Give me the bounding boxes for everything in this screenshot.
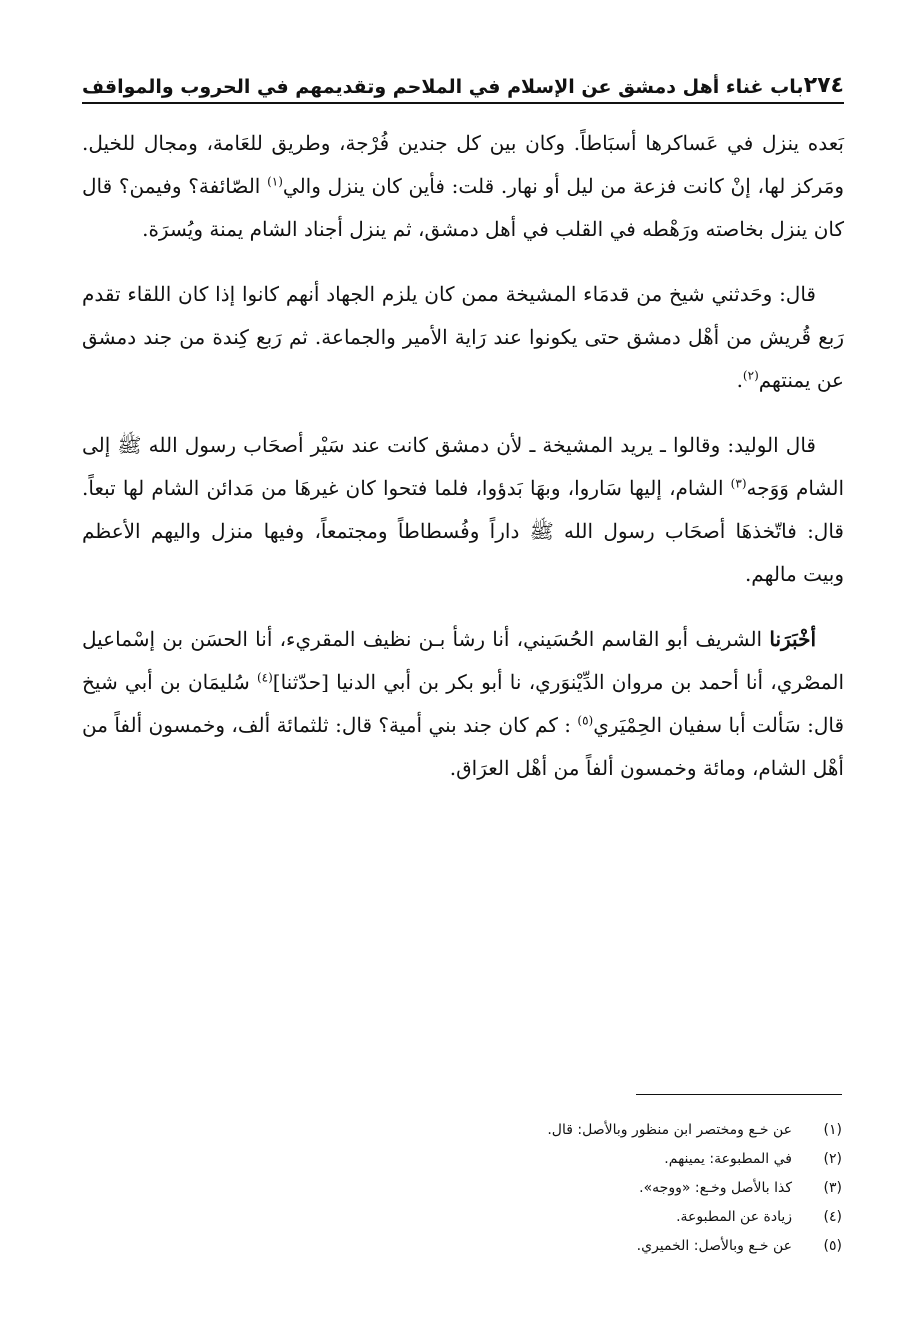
paragraph-3-tail: الشام، إليها سَاروا، وبهَا بَدؤوا، فلما فتحوا كان غيرهَا من مَدائن الشام لها تبعاً. قال: فاتّخذهَا أصحَاب رسول الله ﷺ داراً وفُسطاطاً ومجتمعاً، وفيها منزل واليهم الأعظم وبيت مالهم. [82, 476, 844, 586]
page-number: ٢٧٤ [803, 73, 844, 98]
paragraph-4 [82, 618, 844, 790]
paragraph-1-text: بَعده ينزل في عَساكرها أسبَاطاً. وكان بين كل جندين فُرْجة، وطريق للعَامة، ومجال للخيل. ومَركز لها، إنْ كانت فزعة من ليل أو نهار. قلت: فأين كان ينزل والي [82, 131, 845, 198]
running-head [82, 64, 844, 104]
footnote-2 [80, 1145, 842, 1174]
footnote-ref-4: (٤) [256, 670, 273, 685]
paragraph-1-tail: الصّائفة؟ وفيمن؟ قال كان ينزل بخاصته ورَهْطه في القلب في أهل دمشق، ثم ينزل أجناد الشام يمنة ويُسرَة. [82, 174, 844, 241]
footnote-text: عن خـع وبالأصل: الخميري. [636, 1238, 792, 1254]
paragraph-3-text: قال الوليد: وقالوا ـ يريد المشيخة ـ لأن دمشق كانت عند سَيْر أصحَاب رسول الله ﷺ إلى الشام وَوَجه [82, 433, 845, 500]
footnote-4 [80, 1203, 842, 1232]
chapter-title: باب غناء أهل دمشق عن الإسلام في الملاحم وتقديمهم في الحروب والمواقف [82, 76, 804, 98]
footnote-1 [80, 1116, 842, 1145]
paragraph-4-tail: : كم كان جند بني أمية؟ قال: ثلثمائة ألف، وخمسون ألفاً من أهْل الشام، ومائة وخمسون ألفاً من أهْل العرَاق. [82, 713, 844, 780]
footnote-ref-1: (١) [267, 174, 283, 189]
footnote-text: كذا بالأصل وخـع: «ووجه». [639, 1180, 792, 1196]
footnote-3 [80, 1174, 842, 1203]
footnote-text: زيادة عن المطبوعة. [676, 1209, 792, 1225]
footnote-number: (٢) [823, 1151, 842, 1167]
footnote-number: (٣) [823, 1180, 842, 1196]
paragraph-2-text: قال: وحَدثني شيخ من قدمَاء المشيخة ممن كان يلزم الجهاد أنهم كانوا إذا كان اللقاء تقدم رَبع قُريش من أهْل دمشق حتى يكونوا عند رَاية الأمير والجماعة. ثم رَبع كِندة من جند دمشق عن يمنتهم [82, 282, 844, 392]
footnote-number: (٥) [823, 1238, 842, 1254]
paragraph-2 [82, 273, 844, 402]
paragraph-1 [82, 122, 844, 251]
footnote-5 [80, 1232, 842, 1261]
paragraph-3 [82, 424, 844, 596]
footnote-ref-5: (٥) [577, 713, 594, 728]
paragraph-4-lead: أخْبَرَنا [769, 627, 817, 651]
footnote-text: عن خـع ومختصر ابن منظور وبالأصل: قال. [547, 1122, 792, 1138]
footnote-number: (٤) [823, 1209, 842, 1225]
paragraph-2-tail: . [736, 368, 743, 392]
footnote-divider [636, 1094, 842, 1095]
main-text [82, 122, 844, 812]
paragraph-4-mid: سُليمَان بن أبي شيخ قال: سَألت أبا سفيان الحِمْيَري [82, 670, 844, 737]
footnote-text: في المطبوعة: يمينهم. [664, 1151, 792, 1167]
footnote-number: (١) [823, 1122, 842, 1138]
footnotes [80, 1116, 842, 1261]
paragraph-4-text: الشريف أبو القاسم الحُسَيني، أنا رشأ بـن نظيف المقريء، أنا الحسَن بن إسْماعيل المصْري، أنا أحمد بن مروان الدِّيْنوَري، نا أبو بكر بن أبي الدنيا [حدّثنا] [82, 627, 844, 694]
footnote-ref-3: (٣) [730, 476, 747, 491]
footnote-ref-2: (٢) [742, 368, 759, 383]
